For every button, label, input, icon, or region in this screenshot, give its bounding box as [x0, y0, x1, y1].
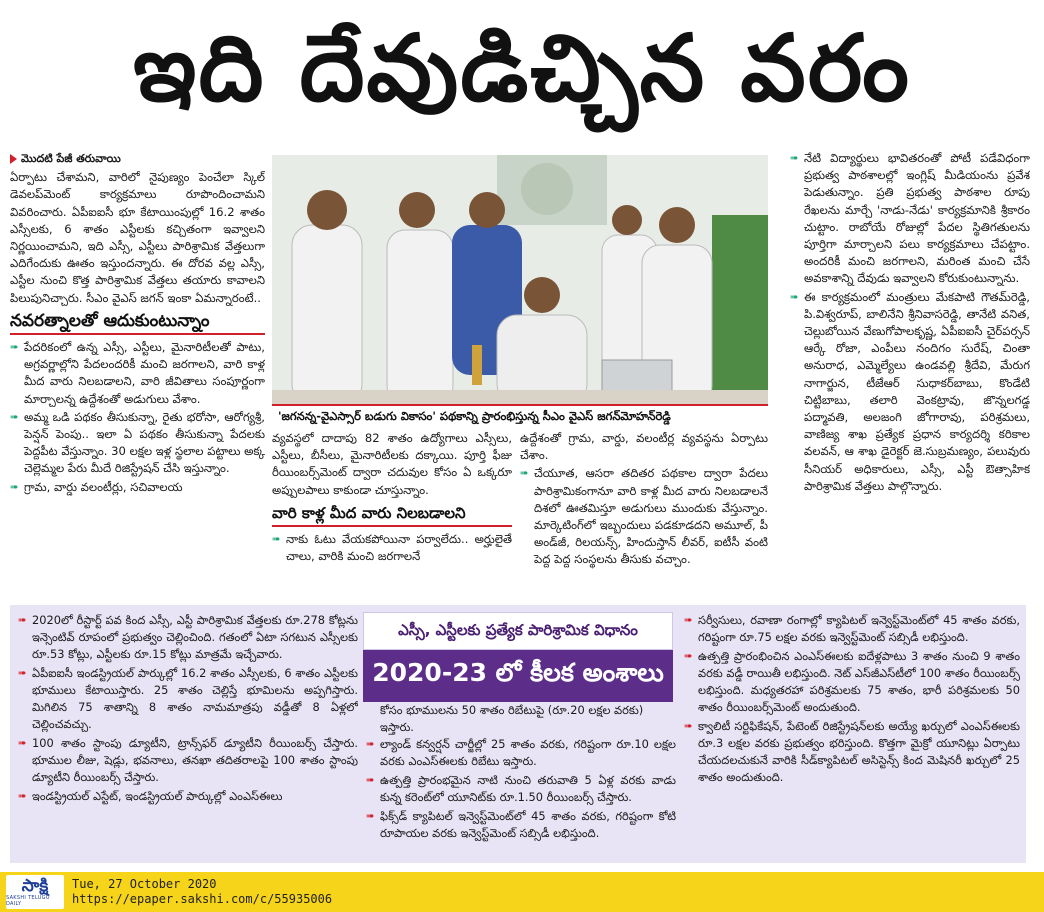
event-photo [272, 155, 768, 404]
article-bullet: ➠ పేదరికంలో ఉన్న ఎస్సీ, ఎస్టీలు, మైనారిటీలతో పాటు, అగ్రవర్ణాల్లోని పేదలందరికీ మంచి జరగాలని, వారి కాళ్ల మీద వారు నిలబడాలని, వారి జీవితాలు సంపూర్ణంగా మార్చాలన్న ఉద్దేశంతో అడుగులు వేశాం. [10, 339, 265, 408]
article-text: వ్యవస్థలో దాదాపు 82 శాతం ఉద్యోగాలు ఎస్సీలు, ఎస్టీలు, బీసీలు, మైనారిటీలకు దక్కాయి. పూర్తి ఫీజు రీయింబర్స్‌మెంట్ ద్వారా చదువుల కోసం ఏ ఒక్కరూ అప్పులపాలు కాకుండా చూస్తున్నాం. [272, 431, 512, 497]
article-bullet: ➠ నాకు ఓటు వేయకపోయినా పర్వాలేదు.. అర్హులైతే చాలు, వారికి మంచి జరగాలనే [272, 531, 512, 565]
panel-bullet: ➠ ఉత్పత్తి ప్రారంభించిన ఎంఎస్ఈలకు ఐదేళ్లపాటు 3 శాతం నుంచి 9 శాతం వరకు వడ్డీ రాయితీ లభిస్తుంది. నెట్ ఎస్‌జీఎస్‌టీలో 100 శాతం రీయింబర్స్ లభిస్తుంది. మధ్యతరహా పరిశ్రమలకు 75 శాతం, భారీ పరిశ్రమలకు 50 శాతం రీయింబర్స్‌మెంట్ అందుతుంది. [684, 648, 1020, 716]
panel-bullet: ➠ సర్వీసులు, రవాణా రంగాల్లో క్యాపిటల్ ఇన్వెస్ట్‌మెంట్‌లో 45 శాతం వరకు, గరిష్టంగా రూ.75 లక్షల వరకు ఇన్వెస్ట్‌మెంట్ సబ్సిడీ లభిస్తుంది. [684, 612, 1020, 646]
sakshi-logo[interactable] [6, 875, 64, 909]
panel-right-column [684, 612, 1020, 860]
panel-title-top: ఎస్సీ, ఎస్టీలకు ప్రత్యేక పారిశ్రామిక విధానం [363, 612, 673, 650]
panel-bullet: ➠ ఇండస్ట్రియల్ ఎస్టేట్, ఇండస్ట్రియల్ పార్కుల్లో ఎంఎస్ఈలు [18, 788, 358, 805]
logo-subtitle: SAKSHI TELUGU DAILY [6, 895, 50, 907]
photo-caption: 'జగనన్న-వైఎస్సార్ బడుగు వికాసం' పథకాన్ని ప్రారంభిస్తున్న సీఎం వైఎస్ జగన్‌మోహన్‌రెడ్డి [272, 404, 768, 426]
panel-bullet: ➠ ఫిక్స్‌డ్ క్యాపిటల్ ఇన్వెస్ట్‌మెంట్‌లో 45 శాతం వరకు, గరిష్టంగా కోటి రూపాయల వరకు ఇన్వెస్ట్‌మెంట్ సబ్సిడీ లభిస్తుంది. [366, 808, 676, 842]
panel-intro-text: కోసం భూములను 50 శాతం రిబేటుపై (రూ.20 లక్షల వరకు) ఇస్తారు. [380, 703, 644, 734]
continued-label [10, 150, 265, 167]
panel-bullet: ➠ ఏపీఐఐసీ ఇండస్ట్రియల్ పార్కుల్లో 16.2 శాతం ఎస్సీలకు, 6 శాతం ఎస్టీలకు భూములు కేటాయిస్తారు. 25 శాతం చెల్లిస్తే భూమిలను అప్పగిస్తారు. మిగిలిన 75 శాతాన్ని 8 శాతం నామమాత్రపు వడ్డీతో 8 ఏళ్లలో చెల్లించవచ్చు. [18, 665, 358, 733]
panel-bullet: ➠ క్వాలిటీ సర్టిఫికేషన్, పేటెంట్ రిజిస్ట్రేషన్‌లకు అయ్యే ఖర్చులో ఎంఎస్ఈలకు రూ.3 లక్షల వరకు ప్రభుత్వం భరిస్తుంది. కొత్తగా మైక్రో యూనిట్లు ఏర్పాటు చేయదలచుకునే వారికి సీడ్‌క్యాపిటల్ అసిస్టెన్స్ కింద మెషినరీ ఖర్చులో 25 శాతం అందుతుంది. [684, 718, 1020, 786]
middle-column-a [272, 430, 512, 605]
continued-text: మొదటి పేజీ తరువాయి [21, 152, 121, 165]
panel-middle-column [366, 702, 676, 860]
logo-word: సాక్షి [21, 876, 49, 896]
main-headline: ఇది దేవుడిచ్చిన వరం [133, 15, 911, 122]
panel-left-column [18, 612, 358, 860]
panel-title-box [363, 612, 673, 698]
panel-bullet: ➠ ల్యాండ్ కన్వర్షన్ చార్జీల్లో 25 శాతం వరకు, గరిష్టంగా రూ.10 లక్షల వరకు ఎంఎస్ఈలకు రిబేటు ఇస్తారు. [366, 736, 676, 770]
triangle-marker-icon [10, 154, 17, 164]
epaper-footer [0, 872, 1044, 912]
epaper-url-link[interactable]: https://epaper.sakshi.com/c/55935006 [72, 892, 333, 906]
panel-bullet: ➠ 100 శాతం స్టాంపు డ్యూటీని, ట్రాన్స్‌ఫర్ డ్యూటీని రీయింబర్స్ చేస్తారు. భూముల లీజు, షెడ్లు, భవనాలు, తనఖా తదితరాలపై 100 శాతం స్టాంపు డ్యూటీని రీయింబర్స్ చేస్తారు. [18, 735, 358, 786]
article-bullet: ➠ అమ్మ ఒడి పథకం తీసుకున్నా, రైతు భరోసా, ఆరోగ్యశ్రీ, పెన్షన్ పెంపు.. ఇలా ఏ పథకం తీసుకున్నా పేదలకు పెద్దపీట వేస్తున్నాం. 30 లక్షల ఇళ్ల స్థలాల పట్టాలు అక్క చెల్లెమ్మల పేరు మీదే రిజిస్ట్రేషన్ చేసి ఇస్తున్నాం. [10, 409, 265, 478]
panel-title-bottom: 2020-23 లో కీలక అంశాలు [363, 650, 673, 702]
section-subhead-vari-kalla: వారి కాళ్ల మీద వారు నిలబడాలని [272, 503, 512, 527]
photo-illustration [272, 155, 768, 404]
article-bullet: ➠ ఈ కార్యక్రమంలో మంత్రులు మేకపాటి గౌతమ్‌రెడ్డి, పి.విశ్వరూప్, బాలినేని శ్రీనివాసరెడ్డి, తానేటి వనిత, చెల్లుబోయిన వేణుగోపాలకృష్ణ, ఏపీఐఐసీ చైర్‌పర్సన్ ఆర్కే రోజా, ఎంపీలు నందిగం సురేష్, చింతా అనురాధ, ఎమ్మెల్యేలు ఉండవల్లి శ్రీదేవి, మేరుగ నాగార్జున, టీజేఆర్ సుధాకర్‌బాబు, కొండేటి చిట్టిబాబు, తలారి వెంకట్రావు, జొన్నలగడ్డ పద్మావతి, అలజంగి జోగారావు, పరిశ్రమలు, వాణిజ్య శాఖ ప్రత్యేక ప్రధాన కార్యదర్శి కరికాల వలవన్, ఆ శాఖ డైరెక్టర్ జె.సుబ్రమణ్యం, పలువురు సీనియర్ అధికారులు, ఎస్సీ, ఎస్టీ ఔత్సాహిక పారిశ్రామిక వేత్తలు పాల్గొన్నారు. [790, 289, 1030, 495]
left-column [10, 150, 265, 605]
article-text: ఉద్దేశంతో గ్రామ, వార్డు, వలంటీర్ల వ్యవస్థను ఏర్పాటు చేశాం. [520, 431, 768, 463]
article-intro: ఏర్పాటు చేశామని, వారిలో నైపుణ్యం పెంచేలా స్కిల్ డెవలప్‌మెంట్ కార్యక్రమాలు రూపొందించామని వివరించారు. ఏపీఐఐసీ భూ కేటాయింపుల్లో 16.2 శాతం ఎస్సీలకు, 6 శాతం ఎస్టీలకు కచ్చితంగా ఇవ్వాలని నిర్ణయించామని, ఇది ఎస్సీ, ఎస్టీలు పారిశ్రామిక వేత్తలుగా ఎదిగేందుకు ఊతం ఇస్తుందన్నారు. ఈ దోరవ వల్ల ఎస్సీ, ఎస్టీల నుంచి కొత్త పారిశ్రామిక వేత్తలు తయారు కావాలని పిలుపునిచ్చారు. సీఎం వైఎస్ జగన్ ఇంకా ఏమన్నారంటే.. [10, 170, 265, 305]
right-column [790, 150, 1030, 605]
article-bullet: ➠ చేయూత, ఆసరా తదితర పథకాల ద్వారా పేదలు పారిశ్రామికంగానూ వారి కాళ్ల మీద వారు నిలబడాలనే దిశలో ఊతమిస్తూ అడుగులు ముందుకు వేస్తున్నాం. మార్కెటింగ్‌లో ఇబ్బందులు పడకూడదని అమూల్, పీ అండ్‌జీ, రిలయన్స్, హిందుస్తాన్ లీవర్, ఐటీసీ వంటి పెద్ద పెద్ద సంస్థలను తీసుకు వచ్చాం. [520, 465, 768, 568]
article-bullet: ➠ నేటి విద్యార్థులు భావితరంతో పోటీ పడేవిధంగా ప్రభుత్వ పాఠశాలల్లో ఇంగ్లిష్ మీడియంను ప్రవేశ పెడుతున్నాం. ప్రతి ప్రభుత్వ పాఠశాల రూపు రేఖలను మార్చే 'నాడు-నేడు' కార్యక్రమానికి శ్రీకారం చుట్టాం. రాబోయే రోజుల్లో పేదల స్థితిగతులను పూర్తిగా మార్చాలని పలు కార్యక్రమాలు చేపట్టాం. అందరికీ మంచి జరగాలని, మరింత మంచి చేసే అవకాశాన్ని దేవుడు ఇవ్వాలని కోరుకుంటున్నాను. [790, 150, 1030, 288]
panel-bullet: ➠ 2020లో రీస్టార్ట్ పవ కింద ఎస్సీ, ఎస్టీ పారిశ్రామిక వేత్తలకు రూ.278 కోట్లను ఇన్సెంటివ్ రూపంలో ప్రభుత్వం చెల్లించింది. గతంలో ఏటా సగటున ఎస్సీలకు రూ.53 కోట్లు, ఎస్టీలకు రూ.15 కోట్లు మాత్రమే ఇచ్చేవారు. [18, 612, 358, 663]
panel-bullet: ➠ ఉత్పత్తి ప్రారంభమైన నాటి నుంచి తరువాతి 5 ఏళ్ల వరకు వాడు కున్న కరెంట్‌లో యూనిట్‌కు రూ.1.50 రీయింబర్స్ చేస్తారు. [366, 772, 676, 806]
edition-date: Tue, 27 October 2020 [72, 877, 217, 891]
section-subhead-navaratnalu: నవరత్నాలతో ఆదుకుంటున్నాం [10, 311, 265, 335]
article-bullet: ➠ గ్రామ, వార్డు వలంటీర్లు, సచివాలయ [10, 479, 265, 496]
middle-column-b [520, 430, 768, 605]
footer-info [72, 877, 332, 907]
